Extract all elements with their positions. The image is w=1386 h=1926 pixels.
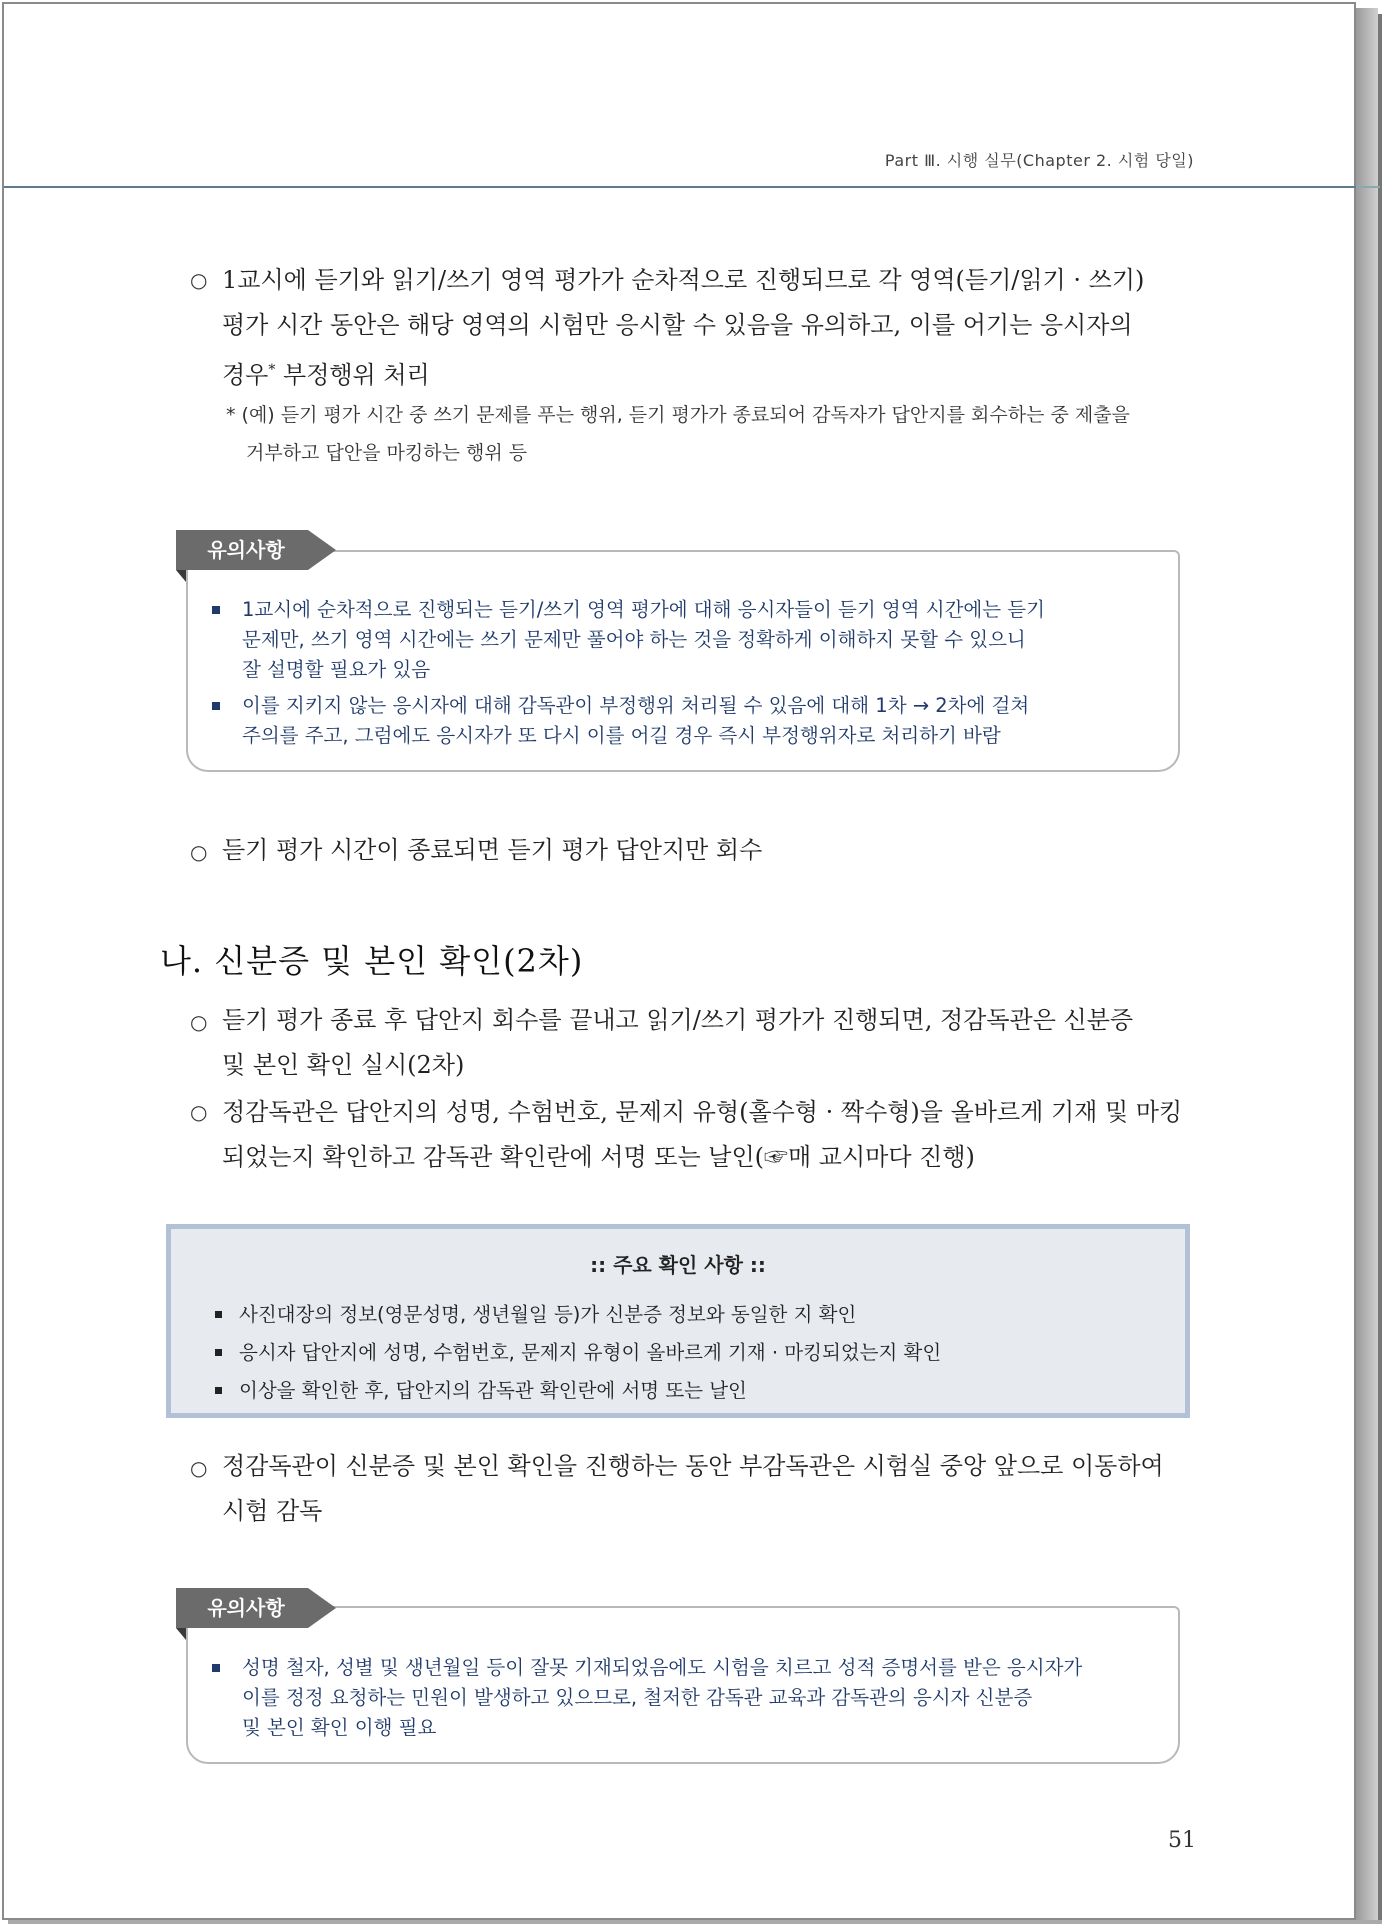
caution-item [242, 595, 1154, 685]
paragraph-line: 정감독관은 답안지의 성명, 수험번호, 문제지 유형(홀수형 · 짝수형)을 올바르게 기재 및 마킹 [222, 1098, 1183, 1126]
paragraph-line: 및 본인 확인 실시(2차) [222, 1051, 465, 1079]
paragraph-line: 되었는지 확인하고 감독관 확인란에 서명 또는 날인(☞매 교시마다 진행) [222, 1143, 975, 1171]
caution-tag-label: 유의사항 [207, 1596, 285, 1620]
paragraph-line-text: 경우 [222, 361, 269, 389]
running-header: Part Ⅲ. 시행 실무(Chapter 2. 시험 당일) [884, 151, 1194, 170]
caution-tag-fold [176, 570, 186, 582]
paragraph-listening-reading [222, 258, 1196, 398]
caution-item-line: 성명 철자, 성별 및 생년월일 등이 잘못 기재되었음에도 시험을 치르고 성적 증명서를 받은 응시자가 [242, 1656, 1083, 1679]
page-edge-shadow [1356, 8, 1378, 1920]
bullet-circle: ○ [190, 268, 208, 292]
caution-item [242, 1653, 1154, 1743]
square-bullet-icon [212, 606, 220, 614]
paragraph-line: 듣기 평가 종료 후 답안지 회수를 끝내고 읽기/쓰기 평가가 진행되면, 정감독관은 신분증 [222, 1006, 1134, 1034]
paragraph-line: 1교시에 듣기와 읽기/쓰기 영역 평가가 순차적으로 진행되므로 각 영역(듣기/읽기 · 쓰기) [222, 266, 1145, 294]
header-rule [4, 186, 1356, 188]
footnote-line: 거부하고 답안을 마킹하는 행위 등 [246, 442, 528, 464]
caution-item-line: 이를 정정 요청하는 민원이 발생하고 있으므로, 철저한 감독관 교육과 감독관의 응시자 신분증 [242, 1686, 1033, 1709]
bullet-circle: ○ [190, 1010, 208, 1034]
caution-tag-label: 유의사항 [207, 538, 285, 562]
caution-tag [176, 1588, 336, 1628]
caution-item-line: 이를 지키지 않는 응시자에 대해 감독관이 부정행위 처리될 수 있음에 대해 1차 → 2차에 걸쳐 [242, 694, 1030, 717]
paragraph-line-text: 부정행위 처리 [275, 361, 430, 389]
footnote-line: * (예) 듣기 평가 시간 중 쓰기 문제를 푸는 행위, 듣기 평가가 종료되어 감독자가 답안지를 회수하는 중 제출을 [226, 404, 1130, 426]
page-edge-dark [1378, 14, 1382, 1920]
square-bullet-icon [212, 702, 220, 710]
bullet-circle: ○ [190, 1100, 208, 1124]
caution-item-line: 문제만, 쓰기 영역 시간에는 쓰기 문제만 풀어야 하는 것을 정확하게 이해하지 못할 수 있으니 [242, 628, 1026, 651]
bullet-circle: ○ [190, 1456, 208, 1480]
footnote [226, 396, 1196, 472]
caution-item-line: 주의를 주고, 그럼에도 응시자가 또 다시 이를 어길 경우 즉시 부정행위자로 처리하기 바람 [242, 724, 1001, 747]
check-item: 사진대장의 정보(영문성명, 생년월일 등)가 신분증 정보와 동일한 지 확인 [239, 1303, 857, 1326]
key-check-items-title: :: 주요 확인 사항 :: [590, 1253, 766, 1277]
square-bullet-icon [215, 1387, 222, 1394]
key-check-items-box [166, 1224, 1190, 1418]
paragraph-sub-proctor [222, 1444, 1196, 1534]
square-bullet-icon [212, 1664, 220, 1672]
paragraph-line: 시험 감독 [222, 1497, 323, 1525]
paragraph-collect-listening: 듣기 평가 시간이 종료되면 듣기 평가 답안지만 회수 [222, 836, 763, 864]
caution-item-line: 잘 설명할 필요가 있음 [242, 658, 431, 681]
paragraph-answer-sheet-check [222, 1090, 1196, 1180]
caution-tag [176, 530, 336, 570]
check-item: 응시자 답안지에 성명, 수험번호, 문제지 유형이 올바르게 기재 · 마킹되었는지 확인 [239, 1341, 942, 1364]
section-title: 나. 신분증 및 본인 확인(2차) [160, 942, 584, 980]
page-bottom-shadow [8, 1920, 1382, 1924]
header-rule-extension [1356, 186, 1380, 188]
check-item: 이상을 확인한 후, 답안지의 감독관 확인란에 서명 또는 날인 [239, 1379, 747, 1402]
paragraph-id-check [222, 998, 1196, 1088]
caution-tag-fold [176, 1628, 186, 1640]
bullet-circle: ○ [190, 840, 208, 864]
caution-item [242, 691, 1154, 751]
square-bullet-icon [215, 1349, 222, 1356]
caution-item-line: 1교시에 순차적으로 진행되는 듣기/쓰기 영역 평가에 대해 응시자들이 듣기 영역 시간에는 듣기 [242, 598, 1045, 621]
caution-item-line: 및 본인 확인 이행 필요 [242, 1716, 437, 1739]
paragraph-line: 평가 시간 동안은 해당 영역의 시험만 응시할 수 있음을 유의하고, 이를 어기는 응시자의 [222, 311, 1133, 339]
footnote-marker: * [268, 362, 276, 378]
paragraph-line: 정감독관이 신분증 및 본인 확인을 진행하는 동안 부감독관은 시험실 중앙 앞으로 이동하여 [222, 1452, 1164, 1480]
square-bullet-icon [215, 1311, 222, 1318]
page-number: 51 [1168, 1828, 1196, 1853]
paragraph-line [222, 348, 1196, 398]
